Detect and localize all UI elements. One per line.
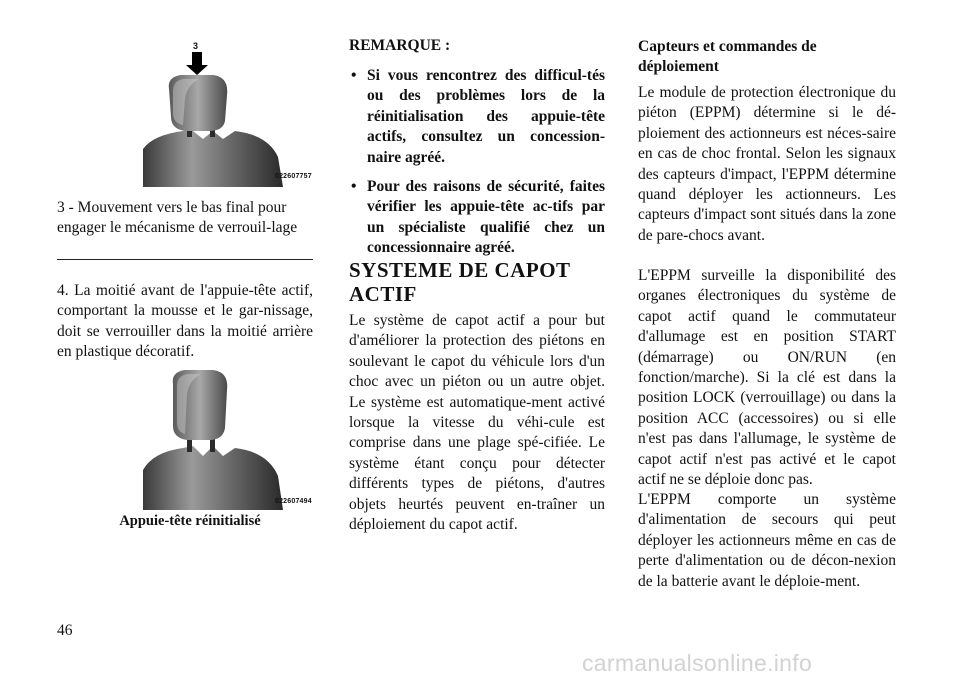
note-item: • Pour des raisons de sécurité, faites vérifier les appuie-tête ac-tifs par un spécialiste qualifié chez un concessionnaire agréé. xyxy=(349,177,605,259)
subsection-heading: Capteurs et commandes de déploiement xyxy=(638,38,817,75)
figure-caption: 3 - Mouvement vers le bas final pour engager le mécanisme de verrouil-lage xyxy=(57,199,298,236)
headrest-illustration-1 xyxy=(143,39,313,187)
paragraph: L'EPPM surveille la disponibilité des organes électroniques du système de capot actif quand le commutateur d'allumage est en position START (démarrage) ou ON/RUN (en fonction/marche). Si la clé est dans la position LOCK (verrouillage) ou dans la position ACC (accessoires) ou si elle n'est pas dans l'allumage, le système de capot actif n'est pas activé et le capot actif ne se déploie donc pas. xyxy=(638,267,896,489)
paragraph: Le module de protection électronique du piéton (EPPM) détermine si le dé-ploiement des actionneurs est néces-saire en cas de choc frontal. Selon les signaux des capteurs d'impact, l'EPPM détermine quand déployer les actionneurs. Les capteurs d'impact sont situés dans la zone de pare-chocs avant. xyxy=(638,84,896,244)
page-number: 46 xyxy=(57,622,73,639)
paragraph: L'EPPM comporte un système d'alimentation de secours qui peut déployer les actionneurs même en cas de perte d'alimentation ou de décon-nexion de la batterie avant le déploie-ment. xyxy=(638,491,896,590)
section-title: SYSTEME DE CAPOT ACTIF xyxy=(349,258,571,306)
figure-caption: Appuie-tête réinitialisé xyxy=(119,513,261,529)
note-list xyxy=(349,66,605,268)
note-item: • Si vous rencontrez des difficul-tés ou des problèmes lors de la réinitialisation des appuie-tête actifs, consultez un concession-naire agréé. xyxy=(349,66,605,168)
headrest-illustration-2 xyxy=(143,370,313,510)
note-title: REMARQUE : xyxy=(349,37,451,54)
step-4-text: 4. La moitié avant de l'appuie-tête actif, comportant la mousse et le gar-nissage, doit se verrouiller dans la moitié arrière en plastique décoratif. xyxy=(57,282,313,361)
callout-number: 3 xyxy=(193,41,199,51)
section-intro: Le système de capot actif a pour but d'améliorer la protection des piétons en soulevant le capot du véhicule lors d'un choc avec un piéton ou un autre objet. Le système est automatique-ment activé lorsque la vitesse du véhi-cule est comprise dans une plage spé-cifiée. Le système étant conçu pour détecter différents types de piétons, d'autres objets heurtés peuvent en-traîner un déploiement du capot actif. xyxy=(349,312,605,534)
figure-headrest-reset xyxy=(143,370,313,510)
figure-code: 022607494 xyxy=(275,498,312,505)
divider xyxy=(57,259,313,260)
watermark: carmanualsonline.info xyxy=(582,650,813,676)
figure-headrest-locking xyxy=(143,39,313,187)
figure-code: 022607757 xyxy=(275,173,312,180)
